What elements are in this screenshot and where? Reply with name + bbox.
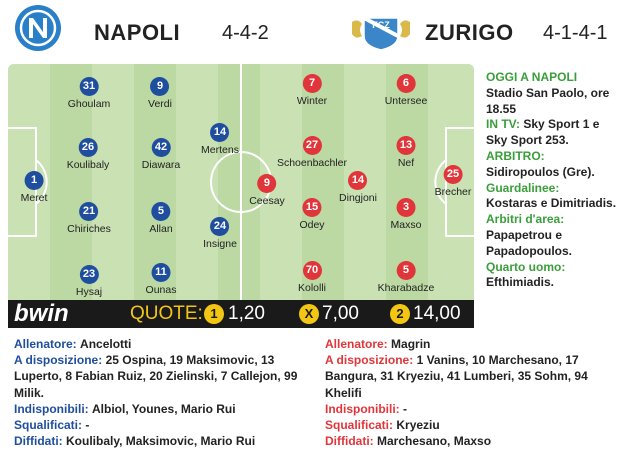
home-player: 42 Diawara xyxy=(142,138,181,171)
referee-label: ARBITRO: xyxy=(486,148,545,163)
home-warned: Koulibaly, Maksimovic, Mario Rui xyxy=(66,434,256,449)
home-unavailable: Albiol, Younes, Mario Rui xyxy=(92,401,236,416)
away-player: 6 Untersee xyxy=(385,74,428,107)
away-player: 3 Maxso xyxy=(391,198,422,231)
odd-home-symbol: 1 xyxy=(204,304,224,324)
away-suspended: Kryeziu xyxy=(396,418,440,433)
home-team-name: NAPOLI xyxy=(94,20,181,45)
area-referees-label: Arbitri d'area: xyxy=(486,212,565,227)
odd-draw-value: 7,00 xyxy=(322,303,359,324)
area-referees-value: Papapetrou e Papadopoulos. xyxy=(486,227,573,258)
away-player: 9 Ceesay xyxy=(249,174,285,207)
home-player: 24 Insigne xyxy=(203,217,237,250)
venue: Stadio San Paolo, ore 18.55 xyxy=(486,85,610,116)
home-player: 26 Koulibaly xyxy=(67,138,110,171)
away-unavailable: - xyxy=(403,401,407,416)
away-player: 15 Odey xyxy=(299,198,324,231)
home-player: 21 Chiriches xyxy=(67,202,111,235)
away-player: 27 Schoenbachler xyxy=(277,136,347,169)
away-crest-icon xyxy=(350,14,412,52)
away-bench: 1 Vanins, 10 Marchesano, 17 Bangura, 31 Kryeziu, 41 Lumberi, 35 Sohm, 94 Khelifi xyxy=(325,353,588,400)
odd-draw-symbol: X xyxy=(299,304,319,324)
linesmen-value: Kostaras e Dimitriadis. xyxy=(486,196,617,211)
away-player: 7 Winter xyxy=(297,74,327,107)
home-suspended: - xyxy=(85,418,90,433)
tv-label: IN TV: xyxy=(486,117,521,132)
away-warned: Marchesano, Maxso xyxy=(377,434,492,449)
home-bench: 25 Ospina, 19 Maksimovic, 13 Luperto, 8 Fabian Ruiz, 20 Zielinski, 7 Callejon, 99 Milik. xyxy=(14,353,298,400)
home-player: 31 Ghoulam xyxy=(68,77,111,110)
today-label: OGGI A NAPOLI xyxy=(486,70,578,84)
bwin-logo: bwin xyxy=(14,300,69,327)
odd-home-value: 1,20 xyxy=(228,303,265,324)
svg-text:FCZ: FCZ xyxy=(372,20,390,30)
away-formation: 4-1-4-1 xyxy=(543,22,608,44)
away-player: 13 Nef xyxy=(397,136,416,169)
odd-away-value: 14,00 xyxy=(413,303,461,324)
home-player-gk: 1 Meret xyxy=(21,171,48,204)
tv-value: Sky Sport 1 e Sky Sport 253. xyxy=(486,117,600,148)
home-formation: 4-4-2 xyxy=(222,22,269,44)
home-team-info: Allenatore: Ancelotti A disposizione: 25 Ospina, 19 Maksimovic, 13 Luperto, 8 Fabian Ruiz, 20 Zielinski, 7 Callejon, 99 Milik. Indisponibili: Albiol, Younes, Mario Rui Squalificati: - Diffidati: Koulibaly, Maksimovic, Mario Rui xyxy=(14,337,298,449)
fourth-official-value: Efthimiadis. xyxy=(486,275,555,290)
away-player: 5 Kharabadze xyxy=(378,261,435,294)
fourth-official-label: Quarto uomo: xyxy=(486,259,566,274)
home-crest-icon xyxy=(14,4,62,52)
home-player: 14 Mertens xyxy=(201,123,239,156)
away-player: 70 Kololli xyxy=(298,261,326,294)
away-player-gk: 25 Brecher xyxy=(435,165,472,198)
referee-value: Sidiropoulos (Gre). xyxy=(486,164,595,179)
odd-away-symbol: 2 xyxy=(390,304,410,324)
odds-label: QUOTE: xyxy=(130,303,203,324)
home-player: 23 Hysaj xyxy=(76,265,102,298)
home-coach: Ancelotti xyxy=(80,337,132,351)
home-player: 11 Ounas xyxy=(146,263,177,296)
home-player: 9 Verdi xyxy=(148,77,172,110)
away-team-name: ZURIGO xyxy=(425,20,514,45)
away-team-info: Allenatore: Magrin A disposizione: 1 Vanins, 10 Marchesano, 17 Bangura, 31 Kryeziu, 41 Lumberi, 35 Sohm, 94 Khelifi Indisponibili: - Squalificati: Kryeziu Diffidati: Marchesano, Maxso xyxy=(325,337,588,449)
match-info xyxy=(486,70,624,291)
linesmen-label: Guardalinee: xyxy=(486,180,560,195)
pitch xyxy=(8,64,474,300)
away-player: 14 Dingjoni xyxy=(339,171,377,204)
away-coach: Magrin xyxy=(391,337,431,351)
home-player: 5 Allan xyxy=(149,202,172,235)
